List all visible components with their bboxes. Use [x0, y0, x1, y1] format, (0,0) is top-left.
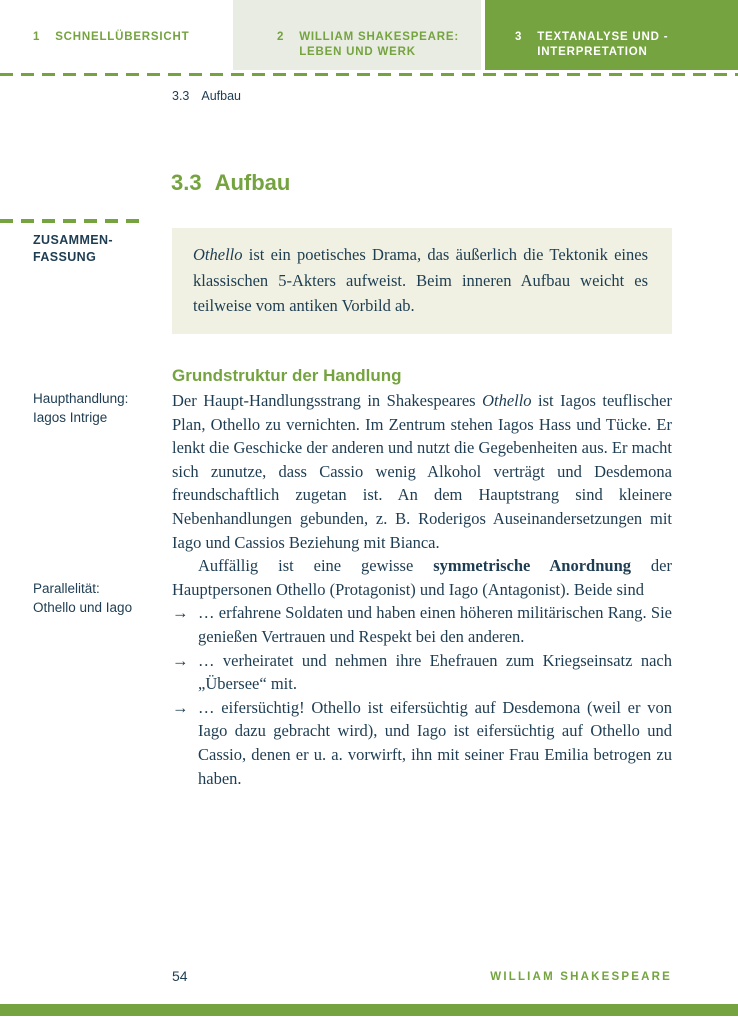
- paragraph-text: der Hauptpersonen Othello (Protagonist) und Iago (Antagonist). Beide sind: [172, 556, 672, 599]
- summary-margin-label-line2: FASSUNG: [33, 250, 97, 264]
- summary-margin-label: [33, 232, 113, 266]
- page-title-label: Aufbau: [214, 170, 291, 195]
- summary-work-title: Othello: [193, 245, 243, 264]
- margin-note-line2: Iagos Intrige: [33, 409, 108, 425]
- arrow-icon: →: [172, 603, 189, 623]
- margin-note-parallelitaet: [33, 580, 168, 617]
- margin-note-line1: Parallelität:: [33, 581, 100, 596]
- arrow-list: [172, 601, 672, 790]
- section-title: Grundstruktur der Handlung: [172, 366, 402, 385]
- list-item: [172, 649, 672, 696]
- page-number: 54: [172, 968, 188, 984]
- summary-dashed-line: [0, 219, 145, 223]
- footer-book-title: WILLIAM SHAKESPEARE: [490, 971, 672, 983]
- margin-note-line2: Othello und Iago: [33, 599, 133, 615]
- list-item-text: … eifersüchtig! Othello ist eifersüchtig auf Desdemona (weil er von Iago dazu gebracht wird), und Iago ist eifersüchtig auf Othello und Cassio, denen er u. a. vorwirft, ihn mit seiner Frau Emilia betrogen zu haben.: [198, 697, 672, 788]
- body-text: [172, 389, 672, 790]
- summary-text: ist ein poetisches Drama, das äußerlich die Tektonik eines klassischen 5-Akters aufweist. Beim inneren Aufbau weicht es teilweise vom antiken Vorbild ab.: [193, 245, 648, 315]
- arrow-icon: →: [172, 697, 189, 717]
- tab-number: 3: [515, 31, 523, 43]
- tab-number: 1: [33, 31, 41, 43]
- margin-note-haupthandlung: [33, 390, 168, 427]
- arrow-icon: →: [172, 650, 189, 670]
- margin-note-line1: Haupthandlung:: [33, 391, 129, 406]
- tab-label: SCHNELLÜBERSICHT: [55, 31, 190, 43]
- bottom-accent-bar: [0, 1004, 738, 1016]
- tab-schnelluebersicht[interactable]: [0, 0, 233, 70]
- emphasis-bold: symmetrische Anordnung: [433, 556, 631, 576]
- tab-shakespeare-leben-und-werk[interactable]: [233, 0, 481, 70]
- summary-box: [172, 228, 672, 334]
- paragraph-haupthandlung: [172, 389, 672, 554]
- page-title-number: 3.3: [171, 170, 202, 195]
- list-item: [172, 601, 672, 648]
- paragraph-text: ist Iagos teuflischer Plan, Othello zu vernichten. Im Zentrum stehen Iagos Hass und Tücke. Er lenkt die Geschicke der anderen und nutzt die Gegebenheiten aus. Er macht sich zunutze, dass Cassio wenig Alkohol verträgt und Desdemona freundschaftlich zugetan ist. An dem Hauptstrang sind kleinere Nebenhandlungen gebunden, z. B. Roderigos Auseinandersetzungen mit Iago und Cassios Beziehung mit Bianca.: [172, 391, 672, 552]
- breadcrumb-label: Aufbau: [201, 89, 242, 103]
- list-item-text: … erfahrene Soldaten und haben einen höheren militärischen Rang. Sie genießen Vertrauen und Respekt bei den anderen.: [198, 603, 672, 646]
- tab-label: TEXTANALYSE UND -INTERPRETATION: [537, 31, 669, 58]
- tab-textanalyse-interpretation[interactable]: [485, 0, 738, 70]
- breadcrumb-number: 3.3: [172, 89, 190, 103]
- tab-label: WILLIAM SHAKESPEARE: LEBEN UND WERK: [299, 31, 459, 58]
- summary-margin-label-line1: ZUSAMMEN-: [33, 233, 113, 247]
- work-title-italic: Othello: [482, 391, 532, 410]
- breadcrumb: [172, 89, 241, 103]
- header-dashed-divider: [0, 73, 738, 76]
- tab-number: 2: [277, 31, 285, 43]
- paragraph-parallelitaet: [172, 554, 672, 601]
- paragraph-text: Der Haupt-Handlungsstrang in Shakespeares: [172, 391, 483, 410]
- header-tabs: [0, 0, 738, 70]
- list-item-text: … verheiratet und nehmen ihre Ehefrauen zum Kriegseinsatz nach „Übersee“ mit.: [198, 650, 672, 694]
- list-item: [172, 696, 672, 790]
- page-title: [171, 170, 290, 196]
- paragraph-text: Auffällig ist eine gewisse: [198, 556, 434, 576]
